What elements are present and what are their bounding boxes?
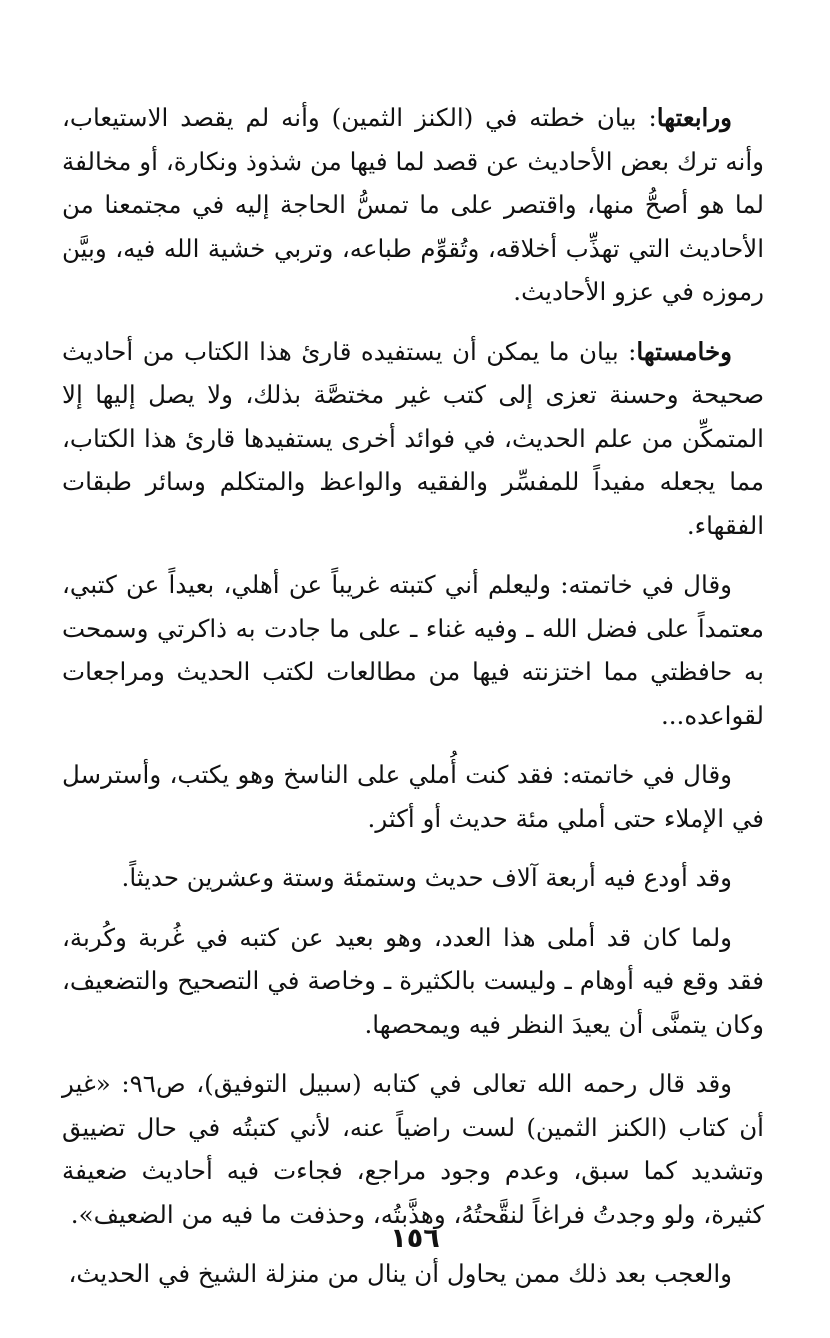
- paragraph-final: [62, 1252, 764, 1296]
- paragraph-lead: وخامستها: [636, 336, 732, 366]
- paragraph-fifth: [62, 330, 764, 548]
- paragraph-author-quote: [62, 1062, 764, 1236]
- page-number: ١٥٦: [390, 1223, 440, 1254]
- paragraph-text: وقال في خاتمته: وليعلم أني كتبته غريباً عن أهلي، بعيداً عن كتبي، معتمداً على فضل الله ـ وفيه غناء ـ على ما جادت به ذاكرتي وسمحت به حافظتي مما اختزنته فيها من مطالعات لكتب الحديث ومراجعات لقواعده...: [62, 570, 764, 730]
- paragraph-text: : بيان خطته في (الكنز الثمين) وأنه لم يقصد الاستيعاب، وأنه ترك بعض الأحاديث عن قصد لما فيها من شذوذ ونكارة، أو مخالفة لما هو أصحُّ منها، واقتصر على ما تمسُّ الحاجة إليه في مجتمعنا من الأحاديث التي تهذِّب أخلاقه، وتُقوِّم طباعه، وتربي خشية الله فيه، وبيَّن رموزه في عزو الأحاديث.: [62, 103, 764, 306]
- paragraph-dictation: [62, 753, 764, 840]
- paragraph-lead: ورابعتها: [656, 103, 732, 132]
- paragraph-text: ولما كان قد أملى هذا العدد، وهو بعيد عن كتبه في غُربة وكُربة، فقد وقع فيه أوهام ـ وليست بالكثيرة ـ وخاصة في التصحيح والتضعيف، وكان يتمنَّى أن يعيدَ النظر فيه ويمحصها.: [62, 922, 764, 1039]
- paragraph-conclusion-quote: [62, 563, 764, 737]
- paragraph-text: : بيان ما يمكن أن يستفيده قارئ هذا الكتاب من أحاديث صحيحة وحسنة تعزى إلى كتب غير مختصَّة بذلك، ولا يصل إليها إلا المتمكِّن من علم الحديث، في فوائد أخرى يستفيدها قارئ هذا الكتاب، مما يجعله مفيداً للمفسِّر والفقيه والواعظ والمتكلم وسائر طبقات الفقهاء.: [62, 336, 764, 540]
- paragraph-text: وقد أودع فيه أربعة آلاف حديث وستمئة وستة وعشرين حديثاً.: [121, 863, 732, 892]
- paragraph-text: والعجب بعد ذلك ممن يحاول أن ينال من منزلة الشيخ في الحديث،: [68, 1259, 732, 1288]
- paragraph-fourth: [62, 96, 764, 314]
- paragraph-text: وقال في خاتمته: فقد كنت أُملي على الناسخ وهو يكتب، وأسترسل في الإملاء حتى أملي مئة حديث أو أكثر.: [62, 760, 764, 833]
- page-body: [62, 96, 764, 1312]
- paragraph-text: وقد قال رحمه الله تعالى في كتابه (سبيل التوفيق)، ص٩٦: «غير أن كتاب (الكنز الثمين) لست راضياً عنه، لأني كتبتُه في حال تضييق وتشديد كما سبق، وعدم وجود مراجع، فجاءت فيه أحاديث ضعيفة كثيرة، ولو وجدتُ فراغاً لنقَّحتُهُ، وهذَّبتُه، وحذفت ما فيه من الضعيف».: [62, 1069, 764, 1229]
- paragraph-hadith-count: [62, 856, 764, 900]
- paragraph-errors: [62, 916, 764, 1047]
